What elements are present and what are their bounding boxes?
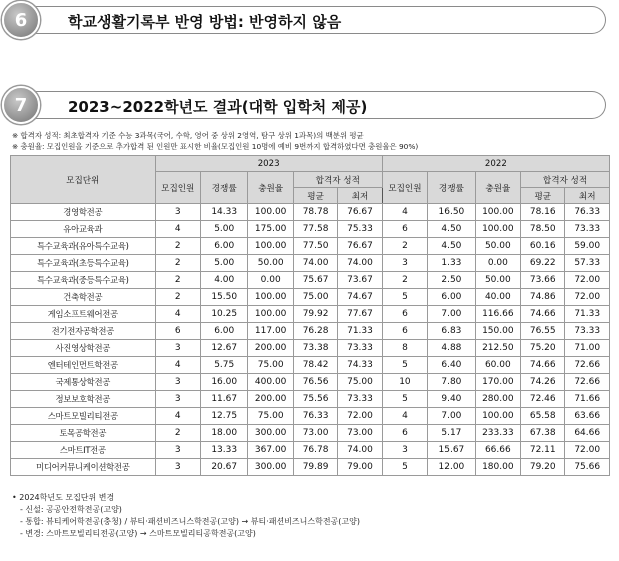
score-min-2022: 71.66 xyxy=(565,391,610,408)
recruit-2023: 3 xyxy=(155,374,200,391)
score-min-2023: 73.33 xyxy=(338,391,382,408)
score-avg-2022: 74.26 xyxy=(521,374,565,391)
recruit-2023: 6 xyxy=(155,323,200,340)
recruit-2022: 4 xyxy=(382,204,427,221)
change-item-new: - 신설: 공공안전학전공(고양) xyxy=(20,505,122,514)
score-min-2022: 64.66 xyxy=(565,425,610,442)
score-min-2023: 74.00 xyxy=(338,442,382,459)
score-avg-2022: 74.66 xyxy=(521,306,565,323)
unit-name: 정보보호학전공 xyxy=(11,391,156,408)
header-year-2022: 2022 xyxy=(382,156,609,172)
section-6-number: 6 xyxy=(2,1,40,39)
score-min-2022: 72.00 xyxy=(565,289,610,306)
fill-rate-2022: 60.00 xyxy=(475,357,520,374)
competition-2023: 5.75 xyxy=(200,357,247,374)
fill-rate-2023: 100.00 xyxy=(248,306,293,323)
score-avg-2022: 67.38 xyxy=(521,425,565,442)
table-row xyxy=(11,306,610,323)
score-avg-2022: 72.46 xyxy=(521,391,565,408)
recruit-2023: 4 xyxy=(155,221,200,238)
table-row xyxy=(11,238,610,255)
competition-2022: 4.50 xyxy=(428,238,475,255)
header-min-2022: 최저 xyxy=(565,188,610,204)
table-row xyxy=(11,374,610,391)
score-avg-2022: 65.58 xyxy=(521,408,565,425)
competition-2022: 16.50 xyxy=(428,204,475,221)
score-min-2023: 74.00 xyxy=(338,255,382,272)
table-row xyxy=(11,272,610,289)
competition-2022: 9.40 xyxy=(428,391,475,408)
competition-2023: 10.25 xyxy=(200,306,247,323)
score-min-2023: 74.67 xyxy=(338,289,382,306)
recruit-2022: 5 xyxy=(382,357,427,374)
fill-rate-2023: 300.00 xyxy=(248,459,293,476)
competition-2023: 4.00 xyxy=(200,272,247,289)
score-avg-2022: 78.50 xyxy=(521,221,565,238)
competition-2023: 11.67 xyxy=(200,391,247,408)
score-avg-2022: 76.55 xyxy=(521,323,565,340)
score-avg-2023: 79.92 xyxy=(293,306,337,323)
score-min-2023: 76.67 xyxy=(338,204,382,221)
score-avg-2022: 69.22 xyxy=(521,255,565,272)
fill-rate-2023: 300.00 xyxy=(248,425,293,442)
fill-rate-2022: 100.00 xyxy=(475,221,520,238)
table-row xyxy=(11,323,610,340)
fill-rate-2022: 116.66 xyxy=(475,306,520,323)
score-avg-2022: 73.66 xyxy=(521,272,565,289)
unit-name: 전기전자공학전공 xyxy=(11,323,156,340)
fill-rate-2022: 150.00 xyxy=(475,323,520,340)
recruit-2022: 5 xyxy=(382,459,427,476)
recruit-2022: 10 xyxy=(382,374,427,391)
results-table xyxy=(10,155,610,476)
unit-name: 유아교육과 xyxy=(11,221,156,238)
note-score: ※ 합격자 성적: 최초합격자 기준 수능 3과목(국어, 수학, 영어 중 상위 2영역, 탐구 상위 1과목)의 백분위 평균 xyxy=(12,131,364,140)
section-7-title: 2023~2022학년도 결과(대학 입학처 제공) xyxy=(68,98,368,116)
score-min-2022: 57.33 xyxy=(565,255,610,272)
fill-rate-2022: 66.66 xyxy=(475,442,520,459)
score-avg-2023: 78.78 xyxy=(293,204,337,221)
competition-2023: 14.33 xyxy=(200,204,247,221)
fill-rate-2023: 367.00 xyxy=(248,442,293,459)
table-row xyxy=(11,255,610,272)
fill-rate-2023: 75.00 xyxy=(248,357,293,374)
fill-rate-2023: 50.00 xyxy=(248,255,293,272)
fill-rate-2023: 117.00 xyxy=(248,323,293,340)
score-avg-2023: 79.89 xyxy=(293,459,337,476)
change-item-rename: - 변경: 스마트모빌리티전공(고양) → 스마트모빌리티공학전공(고양) xyxy=(20,529,256,538)
unit-name: 엔터테인먼트학전공 xyxy=(11,357,156,374)
score-min-2023: 73.67 xyxy=(338,272,382,289)
unit-name: 경영학전공 xyxy=(11,204,156,221)
competition-2023: 5.00 xyxy=(200,255,247,272)
recruit-2023: 2 xyxy=(155,238,200,255)
unit-name: 국제통상학전공 xyxy=(11,374,156,391)
unit-name: 스마트모빌리티전공 xyxy=(11,408,156,425)
recruit-2023: 3 xyxy=(155,459,200,476)
header-competition-2023: 경쟁률 xyxy=(200,172,247,204)
header-min-2023: 최저 xyxy=(338,188,382,204)
score-avg-2022: 74.86 xyxy=(521,289,565,306)
competition-2022: 12.00 xyxy=(428,459,475,476)
recruit-2022: 2 xyxy=(382,272,427,289)
header-recruit-2023: 모집인원 xyxy=(155,172,200,204)
unit-name: 토목공학전공 xyxy=(11,425,156,442)
score-avg-2023: 75.00 xyxy=(293,289,337,306)
competition-2023: 18.00 xyxy=(200,425,247,442)
competition-2023: 12.75 xyxy=(200,408,247,425)
score-min-2023: 73.00 xyxy=(338,425,382,442)
unit-changes xyxy=(12,492,360,540)
recruit-2022: 4 xyxy=(382,408,427,425)
fill-rate-2022: 170.00 xyxy=(475,374,520,391)
fill-rate-2022: 280.00 xyxy=(475,391,520,408)
recruit-2023: 2 xyxy=(155,289,200,306)
competition-2022: 6.83 xyxy=(428,323,475,340)
fill-rate-2023: 200.00 xyxy=(248,340,293,357)
score-avg-2023: 76.33 xyxy=(293,408,337,425)
fill-rate-2023: 100.00 xyxy=(248,238,293,255)
score-avg-2023: 76.28 xyxy=(293,323,337,340)
unit-name: 게임소프트웨어전공 xyxy=(11,306,156,323)
section-7-number: 7 xyxy=(2,86,40,124)
recruit-2023: 3 xyxy=(155,204,200,221)
header-avg-2023: 평균 xyxy=(293,188,337,204)
table-row xyxy=(11,425,610,442)
fill-rate-2023: 0.00 xyxy=(248,272,293,289)
competition-2023: 13.33 xyxy=(200,442,247,459)
recruit-2023: 2 xyxy=(155,255,200,272)
score-min-2022: 75.66 xyxy=(565,459,610,476)
score-avg-2023: 73.00 xyxy=(293,425,337,442)
table-row xyxy=(11,340,610,357)
unit-name: 특수교육과(중등특수교육) xyxy=(11,272,156,289)
recruit-2022: 8 xyxy=(382,340,427,357)
score-min-2023: 79.00 xyxy=(338,459,382,476)
unit-name: 특수교육과(초등특수교육) xyxy=(11,255,156,272)
unit-name: 건축학전공 xyxy=(11,289,156,306)
recruit-2022: 6 xyxy=(382,323,427,340)
fill-rate-2023: 200.00 xyxy=(248,391,293,408)
header-year-2023: 2023 xyxy=(155,156,382,172)
recruit-2023: 4 xyxy=(155,408,200,425)
change-item-merge: - 통합: 뷰티케어학전공(충청) / 뷰티·패션비즈니스학전공(고양) → 뷰티·패션비즈니스학전공(고양) xyxy=(20,517,360,526)
competition-2022: 6.00 xyxy=(428,289,475,306)
table-row xyxy=(11,391,610,408)
score-avg-2023: 77.58 xyxy=(293,221,337,238)
recruit-2023: 4 xyxy=(155,306,200,323)
competition-2023: 5.00 xyxy=(200,221,247,238)
recruit-2022: 6 xyxy=(382,221,427,238)
competition-2022: 1.33 xyxy=(428,255,475,272)
score-min-2022: 71.33 xyxy=(565,306,610,323)
score-min-2022: 72.00 xyxy=(565,272,610,289)
score-avg-2023: 76.78 xyxy=(293,442,337,459)
fill-rate-2022: 233.33 xyxy=(475,425,520,442)
fill-rate-2022: 100.00 xyxy=(475,408,520,425)
competition-2022: 4.88 xyxy=(428,340,475,357)
header-score-2023: 합격자 성적 xyxy=(293,172,382,188)
competition-2022: 7.00 xyxy=(428,408,475,425)
score-avg-2022: 60.16 xyxy=(521,238,565,255)
score-min-2023: 75.00 xyxy=(338,374,382,391)
score-min-2022: 73.33 xyxy=(565,323,610,340)
recruit-2023: 2 xyxy=(155,425,200,442)
table-row xyxy=(11,204,610,221)
header-recruit-2022: 모집인원 xyxy=(382,172,427,204)
score-min-2022: 73.33 xyxy=(565,221,610,238)
fill-rate-2022: 40.00 xyxy=(475,289,520,306)
fill-rate-2022: 0.00 xyxy=(475,255,520,272)
recruit-2023: 3 xyxy=(155,340,200,357)
score-avg-2023: 74.00 xyxy=(293,255,337,272)
table-row xyxy=(11,221,610,238)
competition-2022: 2.50 xyxy=(428,272,475,289)
recruit-2023: 4 xyxy=(155,357,200,374)
score-min-2023: 74.33 xyxy=(338,357,382,374)
competition-2022: 15.67 xyxy=(428,442,475,459)
score-avg-2022: 72.11 xyxy=(521,442,565,459)
fill-rate-2023: 100.00 xyxy=(248,289,293,306)
score-min-2023: 72.00 xyxy=(338,408,382,425)
competition-2023: 15.50 xyxy=(200,289,247,306)
score-avg-2023: 78.42 xyxy=(293,357,337,374)
results-body xyxy=(11,204,610,476)
header-unit: 모집단위 xyxy=(11,156,156,204)
score-avg-2023: 73.38 xyxy=(293,340,337,357)
table-row xyxy=(11,357,610,374)
competition-2023: 12.67 xyxy=(200,340,247,357)
fill-rate-2022: 212.50 xyxy=(475,340,520,357)
fill-rate-2023: 75.00 xyxy=(248,408,293,425)
header-competition-2022: 경쟁률 xyxy=(428,172,475,204)
table-row xyxy=(11,442,610,459)
score-min-2023: 75.33 xyxy=(338,221,382,238)
recruit-2022: 5 xyxy=(382,391,427,408)
recruit-2022: 6 xyxy=(382,425,427,442)
recruit-2023: 3 xyxy=(155,391,200,408)
recruit-2022: 3 xyxy=(382,442,427,459)
competition-2022: 5.17 xyxy=(428,425,475,442)
score-avg-2023: 76.56 xyxy=(293,374,337,391)
unit-name: 스마트IT전공 xyxy=(11,442,156,459)
score-min-2022: 59.00 xyxy=(565,238,610,255)
competition-2022: 4.50 xyxy=(428,221,475,238)
competition-2023: 20.67 xyxy=(200,459,247,476)
score-avg-2023: 77.50 xyxy=(293,238,337,255)
header-fill-rate-2023: 충원율 xyxy=(248,172,293,204)
score-min-2023: 71.33 xyxy=(338,323,382,340)
unit-name: 미디어커뮤니케이션학전공 xyxy=(11,459,156,476)
fill-rate-2023: 400.00 xyxy=(248,374,293,391)
unit-name: 특수교육과(유아특수교육) xyxy=(11,238,156,255)
competition-2023: 6.00 xyxy=(200,323,247,340)
fill-rate-2023: 100.00 xyxy=(248,204,293,221)
score-avg-2023: 75.56 xyxy=(293,391,337,408)
score-avg-2022: 79.20 xyxy=(521,459,565,476)
score-min-2022: 71.00 xyxy=(565,340,610,357)
header-avg-2022: 평균 xyxy=(521,188,565,204)
fill-rate-2022: 180.00 xyxy=(475,459,520,476)
section-6-title: 학교생활기록부 반영 방법: 반영하지 않음 xyxy=(68,13,342,31)
score-min-2022: 72.66 xyxy=(565,357,610,374)
header-score-2022: 합격자 성적 xyxy=(521,172,610,188)
score-avg-2022: 74.66 xyxy=(521,357,565,374)
changes-title: • 2024학년도 모집단위 변경 xyxy=(12,493,115,502)
note-fill-rate: ※ 충원율: 모집인원을 기준으로 추가합격 된 인원만 표시한 비율(모집인원 10명에 예비 9번까지 합격하였다면 충원율은 90%) xyxy=(12,142,419,151)
competition-2023: 6.00 xyxy=(200,238,247,255)
fill-rate-2023: 175.00 xyxy=(248,221,293,238)
recruit-2022: 3 xyxy=(382,255,427,272)
unit-name: 사진영상학전공 xyxy=(11,340,156,357)
fill-rate-2022: 50.00 xyxy=(475,272,520,289)
recruit-2023: 2 xyxy=(155,272,200,289)
score-avg-2022: 75.20 xyxy=(521,340,565,357)
score-avg-2023: 75.67 xyxy=(293,272,337,289)
score-min-2022: 63.66 xyxy=(565,408,610,425)
table-row xyxy=(11,289,610,306)
table-row xyxy=(11,459,610,476)
recruit-2022: 2 xyxy=(382,238,427,255)
header-fill-rate-2022: 충원율 xyxy=(475,172,520,204)
score-avg-2022: 78.16 xyxy=(521,204,565,221)
notes xyxy=(12,130,418,152)
fill-rate-2022: 50.00 xyxy=(475,238,520,255)
fill-rate-2022: 100.00 xyxy=(475,204,520,221)
competition-2022: 6.40 xyxy=(428,357,475,374)
score-min-2022: 72.00 xyxy=(565,442,610,459)
score-min-2022: 76.33 xyxy=(565,204,610,221)
score-min-2022: 72.66 xyxy=(565,374,610,391)
competition-2023: 16.00 xyxy=(200,374,247,391)
competition-2022: 7.80 xyxy=(428,374,475,391)
recruit-2022: 5 xyxy=(382,289,427,306)
score-min-2023: 73.33 xyxy=(338,340,382,357)
score-min-2023: 77.67 xyxy=(338,306,382,323)
competition-2022: 7.00 xyxy=(428,306,475,323)
score-min-2023: 76.67 xyxy=(338,238,382,255)
recruit-2023: 3 xyxy=(155,442,200,459)
table-row xyxy=(11,408,610,425)
recruit-2022: 6 xyxy=(382,306,427,323)
